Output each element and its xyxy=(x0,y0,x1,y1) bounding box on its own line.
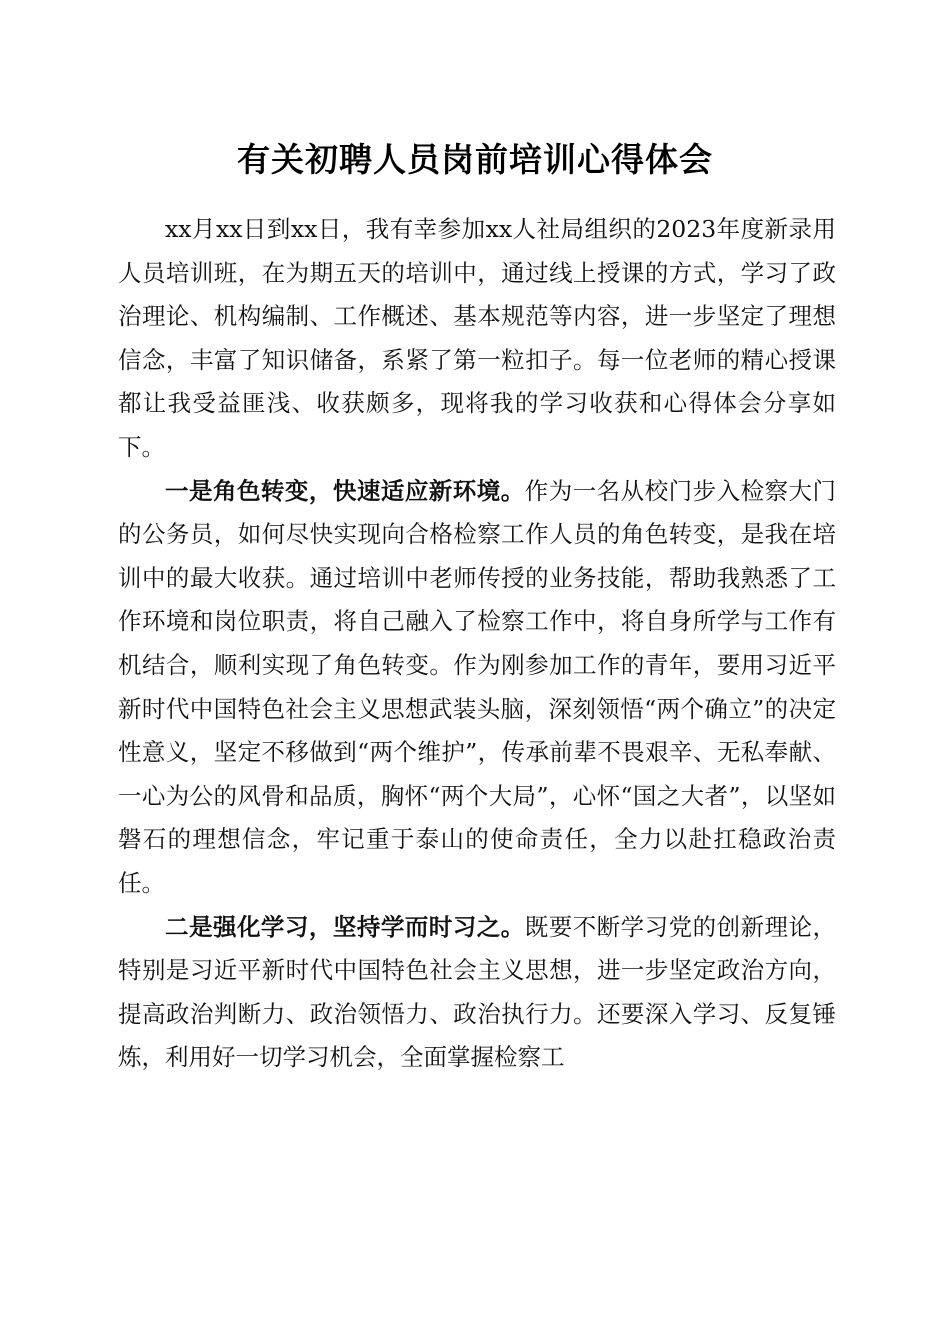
paragraph-lead: 二是强化学习，坚持学而时习之。 xyxy=(165,912,525,941)
document-title: 有关初聘人员岗前培训心得体会 xyxy=(237,140,713,179)
paragraph-intro xyxy=(118,208,836,470)
paragraph-text: 既要不断学习党的创新理论，特别是习近平新时代中国特色社会主义思想，进一步坚定政治方向，提高政治判断力、政治领悟力、政治执行力。还要深入学习、反复锤炼，利用好一切学习机会，全面掌握检察工 xyxy=(118,912,837,1072)
paragraph-lead: 一是角色转变，快速适应新环境。 xyxy=(165,476,525,505)
paragraph-role-change xyxy=(118,470,836,906)
paragraph-text: 作为一名从校门步入检察大门的公务员，如何尽快实现向合格检察工作人员的角色转变，是我在培训中的最大收获。通过培训中老师传授的业务技能，帮助我熟悉了工作环境和岗位职责，将自己融入了检察工作中，将自身所学与工作有机结合，顺利实现了角色转变。作为刚参加工作的青年，要用习近平新时代中国特色社会主义思想武装头脑，深刻领悟“两个确立”的决定性意义，坚定不移做到“两个维护”，传承前辈不畏艰辛、无私奉献、一心为公的风骨和品质，胸怀“两个大局”，心怀“国之大者”，以坚如磐石的理想信念，牢记重于泰山的使命责任，全力以赴扛稳政治责任。 xyxy=(118,476,837,897)
paragraph-text: xx月xx日到xx日，我有幸参加xx人社局组织的2023年度新录用人员培训班，在为期五天的培训中，通过线上授课的方式，学习了政治理论、机构编制、工作概述、基本规范等内容，进一步坚定了理想信念，丰富了知识储备，系紧了第一粒扣子。每一位老师的精心授课都让我受益匪浅、收获颇多，现将我的学习收获和心得体会分享如下。 xyxy=(118,215,836,461)
paragraph-strengthen-learning xyxy=(118,906,836,1080)
document-body xyxy=(118,208,836,1080)
